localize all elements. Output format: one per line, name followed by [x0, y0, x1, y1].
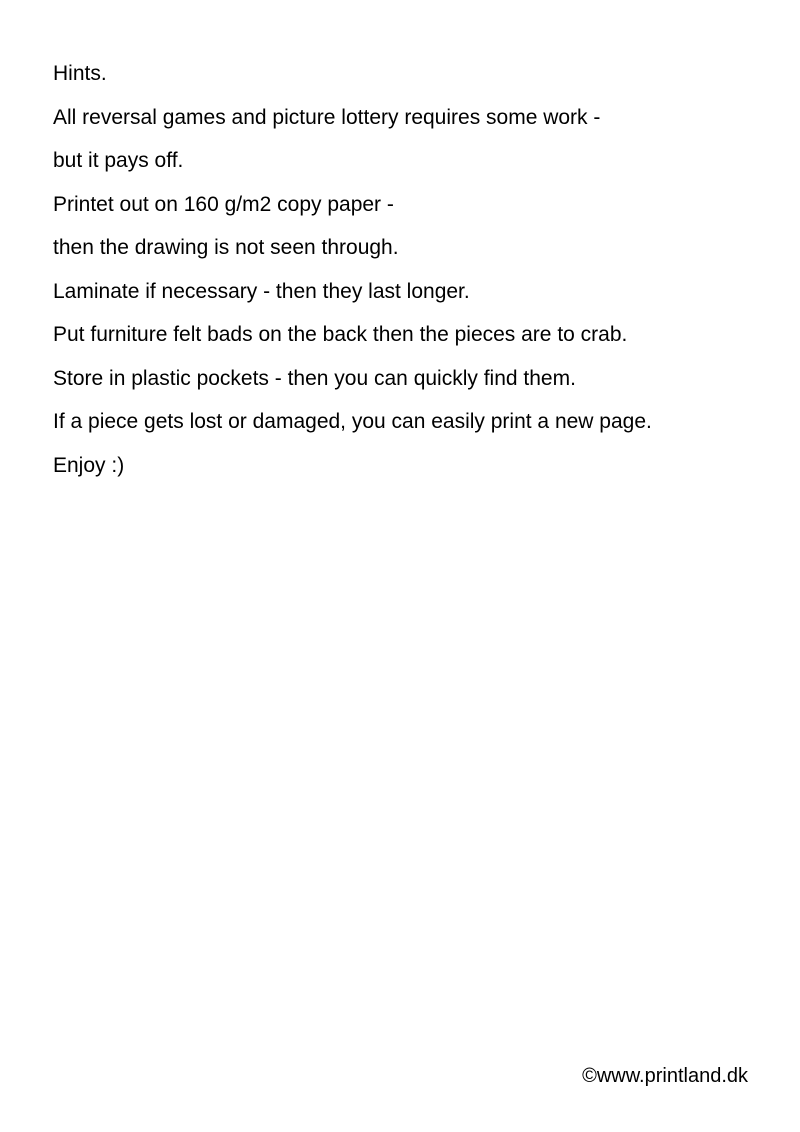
hints-heading: Hints.: [53, 62, 107, 85]
text-line: but it pays off.: [53, 149, 184, 172]
text-line: All reversal games and picture lottery requires some work -: [53, 105, 601, 129]
copyright-footer: ©www.printland.dk: [582, 1065, 748, 1087]
text-line: If a piece gets lost or damaged, you can easily print a new page.: [53, 410, 652, 433]
text-line: Enjoy :): [53, 453, 125, 477]
text-line: Store in plastic pockets - then you can quickly find them.: [53, 366, 576, 390]
hints-text-block: [53, 52, 773, 487]
text-line: Printet out on 160 g/m2 copy paper -: [53, 192, 394, 216]
text-line: then the drawing is not seen through.: [53, 236, 399, 259]
text-line: Put furniture felt bads on the back then the pieces are to crab.: [53, 323, 628, 346]
text-line: Laminate if necessary - then they last longer.: [53, 279, 470, 303]
